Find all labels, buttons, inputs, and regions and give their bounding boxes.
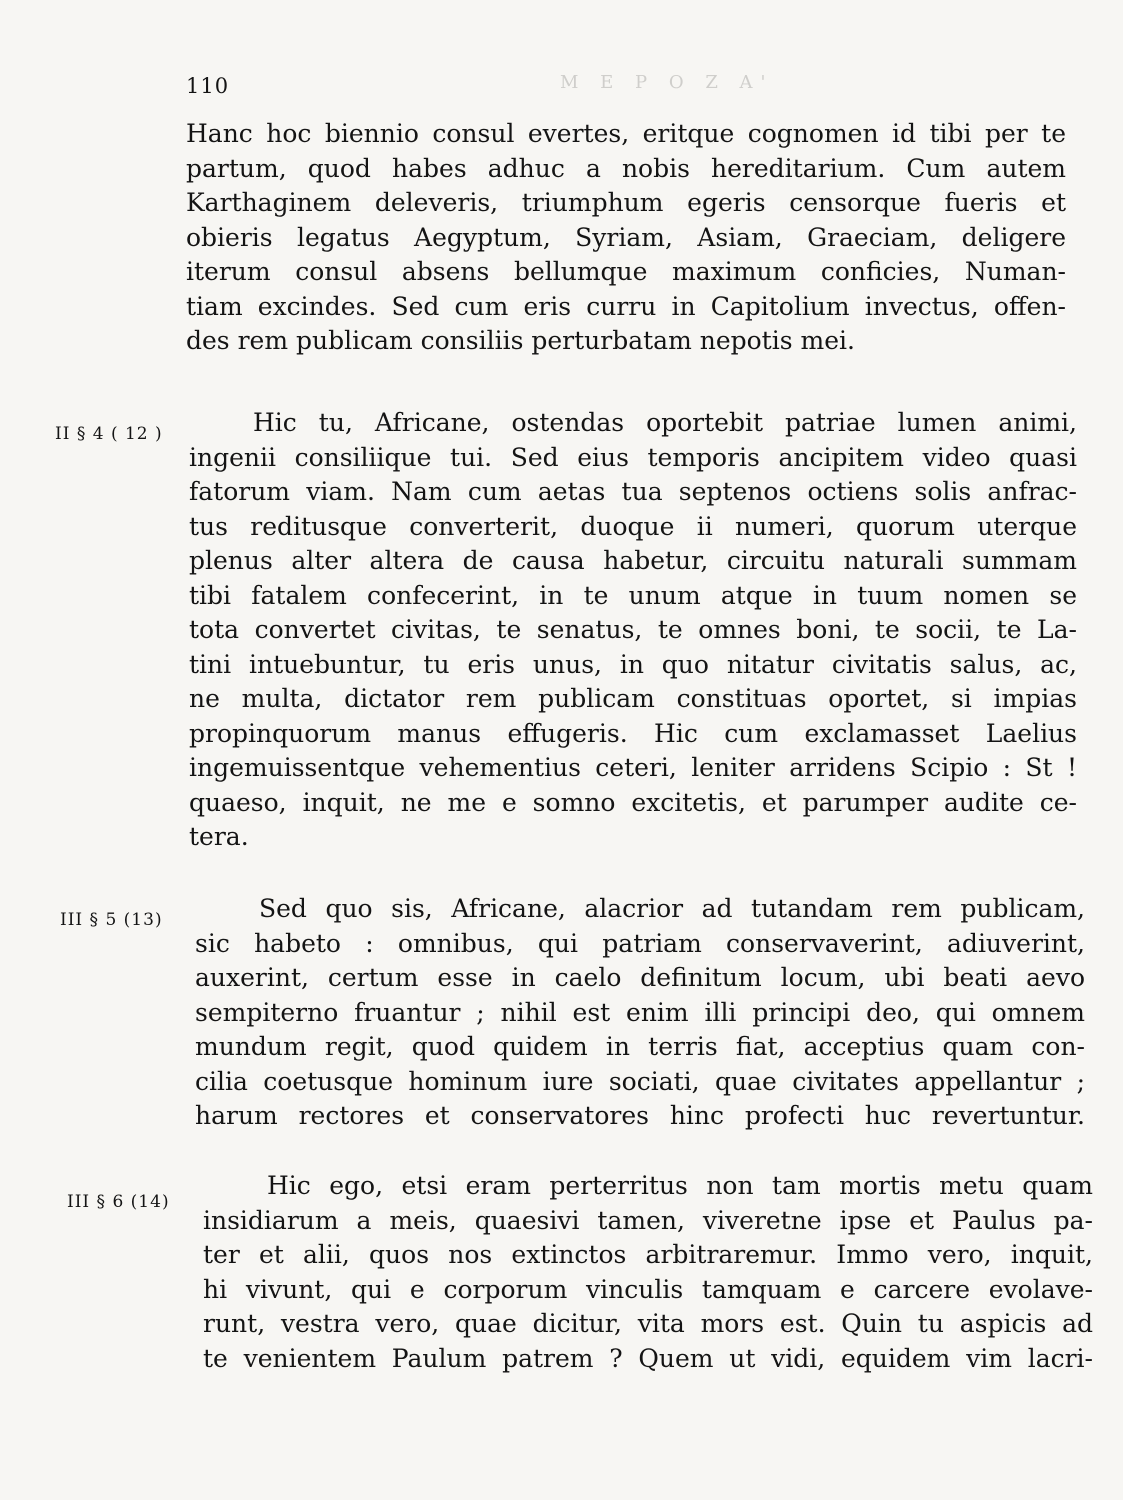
paragraph-2	[189, 406, 1077, 855]
text-line: Hic tu, Africane, ostendas oportebit patriae lumen animi,	[253, 408, 1077, 437]
paragraph-3	[195, 892, 1085, 1134]
text-line: sempiterno fruantur ; nihil est enim illi principi deo, qui omnem	[195, 997, 1085, 1027]
paragraph-1	[186, 117, 1066, 359]
text-line: hi vivunt, qui e corporum vinculis tamquam e carcere evolave-	[203, 1274, 1093, 1304]
text-line: Sed quo sis, Africane, alacrior ad tutandam rem publicam,	[259, 894, 1085, 923]
text-line: tibi fatalem confecerint, in te unum atque in tuum nomen se	[189, 580, 1077, 610]
text-line: tini intuebuntur, tu eris unus, in quo nitatur civitatis salus, ac,	[189, 649, 1077, 679]
text-line: plenus alter altera de causa habetur, circuitu naturali summam	[189, 546, 1077, 575]
section-reference: III § 6 (14)	[67, 1192, 170, 1212]
text-line: quaeso, inquit, ne me e somno excitetis, et parumper audite ce-	[189, 787, 1077, 817]
page-number: 110	[186, 74, 230, 98]
text-line: insidiarum a meis, quaesivi tamen, viveretne ipse et Paulus pa-	[203, 1205, 1093, 1235]
text-line: cilia coetusque hominum iure sociati, quae civitates appellantur ;	[195, 1066, 1085, 1096]
paragraph-4	[203, 1169, 1093, 1376]
text-line: tus reditusque converterit, duoque ii numeri, quorum uterque	[189, 511, 1077, 541]
section-reference: II § 4 ( 12 )	[55, 424, 163, 444]
text-line: Karthaginem deleveris, triumphum egeris censorque fueris et	[186, 188, 1066, 217]
section-reference: III § 5 (13)	[60, 910, 163, 930]
text-line: auxerint, certum esse in caelo definitum locum, ubi beati aevo	[195, 963, 1085, 992]
text-line: ingemuissentque vehementius ceteri, leniter arridens Scipio : St !	[189, 753, 1077, 782]
text-line: ingenii consiliique tui. Sed eius temporis ancipitem video quasi	[189, 442, 1077, 472]
text-line: des rem publicam consiliis perturbatam nepotis mei.	[186, 326, 855, 355]
text-line: runt, vestra vero, quae dicitur, vita mors est. Quin tu aspicis ad	[203, 1309, 1093, 1338]
running-head: M E P O Z A'	[560, 72, 774, 93]
text-line: Hic ego, etsi eram perterritus non tam mortis metu quam	[267, 1171, 1093, 1200]
text-line: sic habeto : omnibus, qui patriam conservaverint, adiuverint,	[195, 928, 1085, 958]
text-line: ne multa, dictator rem publicam constituas oportet, si impias	[189, 684, 1077, 713]
text-line: partum, quod habes adhuc a nobis hereditarium. Cum autem	[186, 153, 1066, 183]
text-line: tiam excindes. Sed cum eris curru in Capitolium invectus, offen-	[186, 291, 1066, 321]
text-line: propinquorum manus effugeris. Hic cum exclamasset Laelius	[189, 718, 1077, 748]
text-line: iterum consul absens bellumque maximum conficies, Numan-	[186, 257, 1066, 286]
text-line: obieris legatus Aegyptum, Syriam, Asiam, Graeciam, deligere	[186, 222, 1066, 252]
text-line: te venientem Paulum patrem ? Quem ut vidi, equidem vim lacri-	[203, 1343, 1093, 1373]
text-line: tera.	[189, 822, 249, 851]
text-line: mundum regit, quod quidem in terris fiat, acceptius quam con-	[195, 1032, 1085, 1061]
text-line: Hanc hoc biennio consul evertes, eritque cognomen id tibi per te	[186, 119, 1066, 148]
text-line: ter et alii, quos nos extinctos arbitraremur. Immo vero, inquit,	[203, 1240, 1093, 1269]
text-line: tota convertet civitas, te senatus, te omnes boni, te socii, te La-	[189, 615, 1077, 644]
text-line: fatorum viam. Nam cum aetas tua septenos octiens solis anfrac-	[189, 477, 1077, 506]
text-line: harum rectores et conservatores hinc profecti huc revertuntur.	[195, 1101, 1085, 1130]
